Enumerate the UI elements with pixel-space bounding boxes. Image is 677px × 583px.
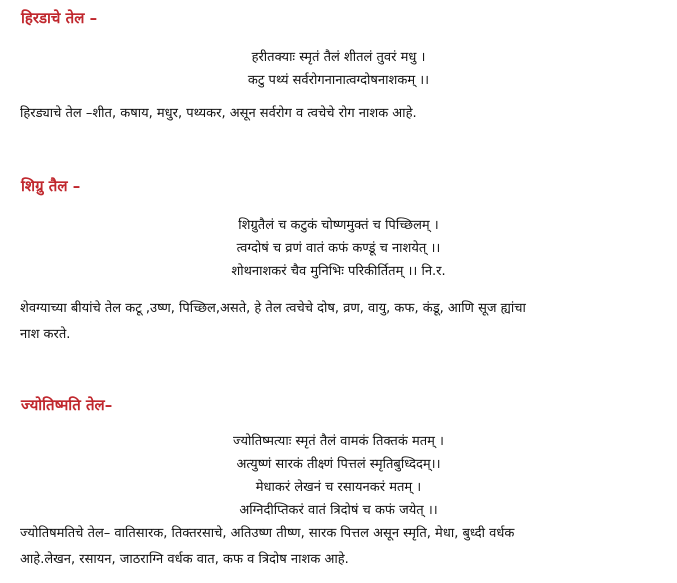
verse-block-shigru-oil [0, 214, 677, 283]
verse-line: हरीतक्याः स्मृतं तैलं शीतलं तुवरं मधु । [251, 50, 426, 65]
paragraph-jyotishmati-oil [20, 521, 660, 573]
section-heading-hirda-oil: हिरडाचे तेल – [21, 9, 98, 27]
paragraph-line: शेवग्याच्या बीयांचे तेल कटू ,उष्ण, पिच्छिल,असते, हे तेल त्वचेचे दोष, व्रण, वायु, कफ, कंडू, आणि सूज ह्यांचा [20, 301, 526, 316]
verse-line: शोथनाशकरं चैव मुनिभिः परिकीर्तितम् ।। नि.र. [231, 264, 446, 279]
verse-block-hirda-oil [0, 46, 677, 92]
verse-line: शिग्रुतैलं च कटुकं चोष्णमुक्तं च पिच्छिलम् । [238, 218, 439, 233]
section-heading-jyotishmati-oil: ज्योतिष्मति तेल– [21, 396, 113, 414]
verse-line: अग्निदीप्तिकरं वातं त्रिदोषं च कफं जयेत् ।। [239, 503, 438, 518]
verse-line: अत्युष्णं सारकं तीक्ष्णं पित्तलं स्मृतिबुध्दिदम्।। [236, 457, 441, 472]
verse-line: मेधाकरं लेखनं च रसायनकरं मतम् । [255, 480, 422, 495]
paragraph-line: हिरड्याचे तेल –शीत, कषाय, मधुर, पथ्यकर, असून सर्वरोग व त्वचेचे रोग नाशक आहे. [20, 106, 417, 121]
verse-line: कटु पथ्यं सर्वरोगनानात्वग्दोषनाशकम् ।। [247, 73, 430, 88]
paragraph-shigru-oil [20, 296, 660, 348]
paragraph-line: नाश करते. [20, 327, 71, 342]
verse-line: ज्योतिष्मत्याः स्मृतं तैलं वामकं तिक्तकं मतम् । [233, 434, 444, 449]
section-heading-shigru-oil: शिग्रु तैल – [21, 177, 81, 195]
verse-block-jyotishmati-oil [0, 430, 677, 522]
paragraph-line: आहे.लेखन, रसायन, जाठराग्नि वर्धक वात, कफ व त्रिदोष नाशक आहे. [20, 552, 349, 567]
verse-line: त्वग्दोषं च व्रणं वातं कफं कण्डूं च नाशयेत् ।। [236, 241, 441, 256]
paragraph-line: ज्योतिषमतिचे तेल– वातिसारक, तिक्तरसाचे, अतिउष्ण तीष्ण, सारक पित्तल असून स्मृति, मेधा, बुध्दी वर्धक [20, 526, 515, 541]
paragraph-hirda-oil [20, 101, 660, 127]
